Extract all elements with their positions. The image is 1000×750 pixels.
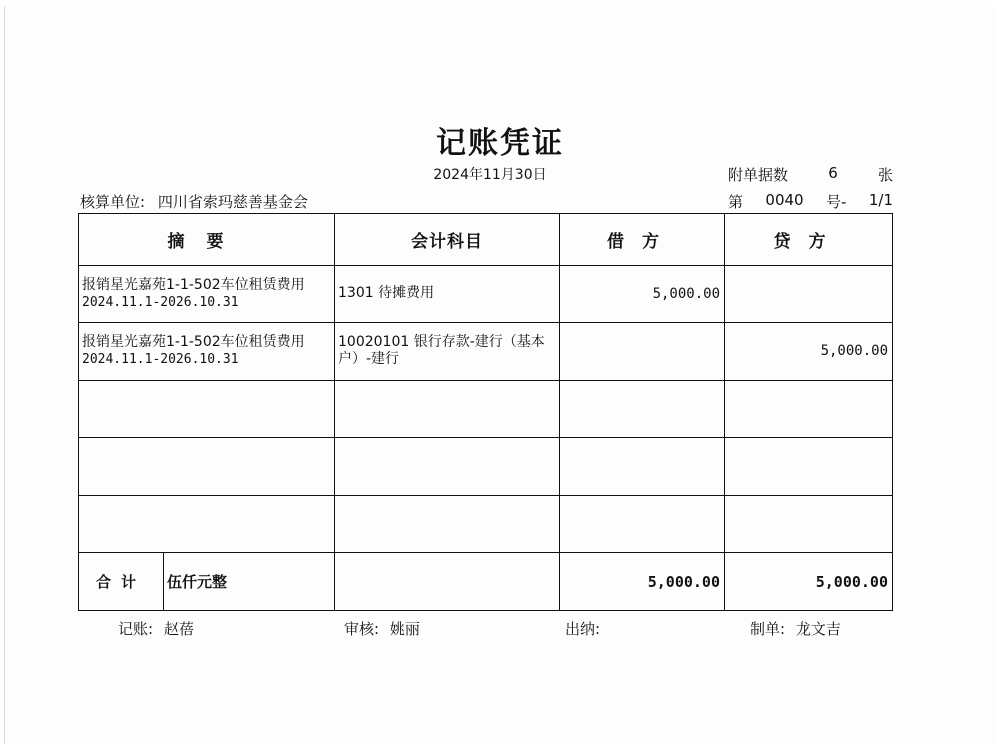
page-title: 记账凭证 [436,126,564,161]
header-debit: 借方 [560,214,725,266]
entry-summary: 报销星光嘉苑1-1-502车位租赁费用 2024.11.1-2026.10.31 [79,323,335,381]
attachments-info [728,164,893,185]
total-label: 合计 [79,553,164,610]
accounting-unit [80,191,308,212]
total-debit: 5,000.00 [560,553,725,611]
voucher-no-page: 1/1 [868,191,893,209]
table-row [79,323,893,381]
table-row-empty [79,495,893,553]
entry-debit: 5,000.00 [560,265,725,323]
unit-name: 四川省索玛慈善基金会 [157,193,308,211]
entry-summary: 报销星光嘉苑1-1-502车位租赁费用 2024.11.1-2026.10.31 [79,265,335,323]
voucher-no-prefix: 第 [728,193,744,211]
table-row-empty [79,380,893,438]
total-row [79,553,893,611]
total-cell [79,553,335,611]
attachments-label: 附单据数 [728,166,789,184]
signature-reviewer: 审核: 姚丽 [344,620,420,638]
signature-bookkeeper: 记账: 赵蓓 [118,620,194,638]
signature-cashier: 出纳: [565,620,601,638]
total-words: 伍仟元整 [167,573,228,592]
header-summary: 摘要 [79,214,335,266]
attachments-unit: 张 [877,166,893,184]
voucher-date: 2024年11月30日 [433,167,547,183]
voucher-number [728,191,893,212]
voucher-no-suffix: 号- [826,193,847,211]
entry-account: 1301 待摊费用 [335,265,560,323]
table-row-empty [79,438,893,496]
voucher-table [78,213,893,611]
header-account: 会计科目 [335,214,560,266]
voucher-no-number: 0040 [765,191,804,209]
entry-debit [560,323,725,381]
entry-credit [725,265,893,323]
signature-preparer: 制单: 龙文吉 [750,620,841,638]
table-row [79,265,893,323]
total-credit: 5,000.00 [725,553,893,611]
entry-credit: 5,000.00 [725,323,893,381]
header-credit: 贷方 [725,214,893,266]
attachments-count: 6 [828,164,838,182]
unit-label: 核算单位: [80,193,146,211]
table-header-row [79,214,893,266]
entry-account: 10020101 银行存款-建行（基本户）-建行 [335,323,560,381]
